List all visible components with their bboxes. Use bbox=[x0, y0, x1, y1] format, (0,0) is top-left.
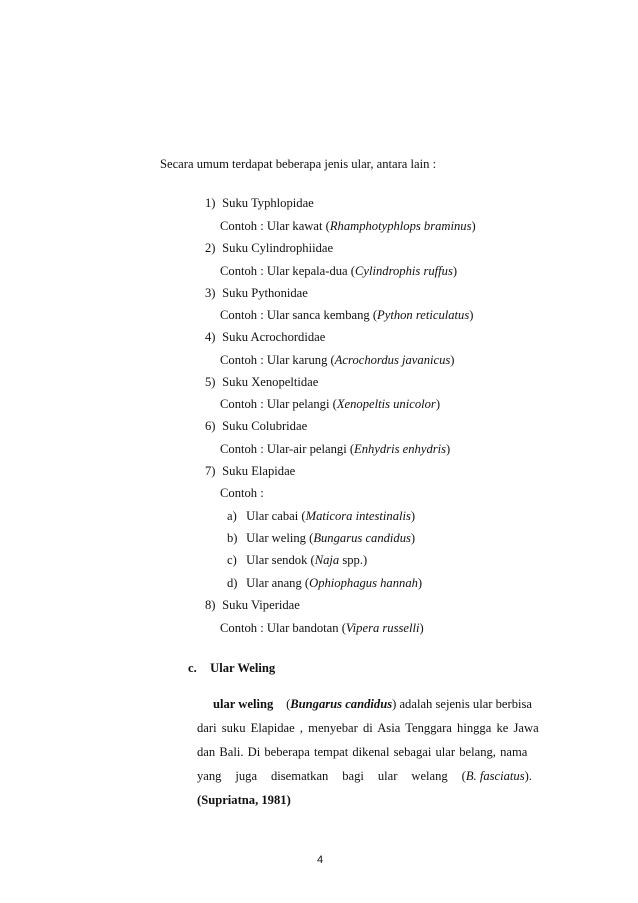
paragraph-line bbox=[197, 764, 532, 788]
item-number: 3) bbox=[205, 286, 216, 300]
example-suffix: ) bbox=[469, 308, 474, 322]
paragraph-line: dari suku Elapidae , menyebar di Asia Tenggara hingga ke Jawa bbox=[197, 721, 539, 735]
example-prefix: Contoh : Ular sanca kembang ( bbox=[220, 308, 378, 322]
example-prefix: Contoh : Ular kawat ( bbox=[220, 219, 330, 233]
citation: (Supriatna, 1981) bbox=[197, 793, 291, 807]
word: ular bbox=[377, 769, 398, 783]
paragraph-line bbox=[197, 788, 532, 812]
family-example bbox=[220, 352, 454, 368]
example-prefix: Contoh : Ular kepala-dua ( bbox=[220, 264, 355, 278]
example-prefix: Ular weling ( bbox=[246, 531, 314, 545]
family-name: Suku Viperidae bbox=[222, 598, 300, 612]
section-heading bbox=[188, 660, 275, 676]
paragraph-line: dan Bali. Di beberapa tempat dikenal sebagai ular belang, nama bbox=[197, 745, 528, 759]
paren-open: ( bbox=[461, 769, 466, 783]
paren-open: ( bbox=[286, 697, 291, 711]
family-name: Suku Xenopeltidae bbox=[222, 375, 319, 389]
item-number: 8) bbox=[205, 598, 216, 612]
list-item bbox=[205, 418, 307, 434]
family-example bbox=[220, 307, 473, 323]
scientific-name: Python reticulatus bbox=[377, 308, 470, 322]
list-item bbox=[205, 597, 300, 613]
sub-list-item bbox=[227, 508, 415, 524]
family-example bbox=[220, 396, 440, 412]
scientific-name: Naja bbox=[314, 553, 340, 567]
example-suffix: ) bbox=[446, 442, 451, 456]
scientific-name: Rhamphotyphlops braminus bbox=[329, 219, 472, 233]
example-suffix: ) bbox=[410, 509, 416, 523]
family-example: Contoh : bbox=[220, 486, 264, 500]
example-prefix: Contoh : Ular pelangi ( bbox=[220, 397, 337, 411]
family-name: Suku Cylindrophiidae bbox=[222, 241, 334, 255]
example-suffix: ) bbox=[419, 621, 424, 635]
example-suffix: ) bbox=[417, 576, 423, 590]
word: bagi bbox=[342, 769, 364, 783]
example-suffix: ) bbox=[471, 219, 476, 233]
word: disematkan bbox=[270, 769, 329, 783]
list-item bbox=[205, 329, 325, 345]
body-paragraph bbox=[197, 692, 539, 812]
scientific-name: Maticora intestinalis bbox=[305, 509, 411, 523]
example-suffix: ) bbox=[410, 531, 416, 545]
item-number: 6) bbox=[205, 419, 216, 433]
item-letter: d) bbox=[227, 576, 238, 590]
item-letter: a) bbox=[227, 509, 237, 523]
family-name: Suku Elapidae bbox=[222, 464, 296, 478]
family-example bbox=[220, 218, 476, 234]
family-name: Suku Typhlopidae bbox=[222, 196, 314, 210]
word: welang bbox=[411, 769, 448, 783]
list-item bbox=[205, 463, 295, 479]
family-example bbox=[220, 620, 424, 636]
family-name: Suku Acrochordidae bbox=[222, 330, 326, 344]
scientific-name: Enhydris enhydris bbox=[354, 442, 447, 456]
example-suffix: ) bbox=[435, 397, 441, 411]
item-number: 1) bbox=[205, 196, 216, 210]
item-number: 5) bbox=[205, 375, 216, 389]
scientific-name: Vipera russelli bbox=[345, 621, 420, 635]
text-run: ) adalah sejenis ular berbisa bbox=[392, 697, 532, 711]
intro-text: Secara umum terdapat beberapa jenis ular, antara lain : bbox=[160, 157, 437, 171]
list-item bbox=[205, 195, 314, 211]
scientific-name: Bungarus candidus bbox=[290, 697, 393, 711]
family-example bbox=[220, 441, 450, 457]
scientific-name: Xenopeltis unicolor bbox=[336, 397, 436, 411]
example-prefix: Ular cabai ( bbox=[246, 509, 306, 523]
bold-term: ular weling bbox=[213, 697, 274, 711]
scientific-name: Bungarus candidus bbox=[313, 531, 411, 545]
list-item bbox=[205, 240, 333, 256]
scientific-name: Ophiophagus hannah bbox=[309, 576, 418, 590]
list-item bbox=[205, 285, 308, 301]
family-name: Suku Colubridae bbox=[222, 419, 308, 433]
scientific-name: Acrochordus javanicus bbox=[334, 353, 451, 367]
page-number: 4 bbox=[316, 854, 324, 866]
example-suffix: ) bbox=[450, 353, 455, 367]
list-item bbox=[205, 374, 318, 390]
example-suffix: spp.) bbox=[339, 553, 368, 567]
scientific-name: Cylindrophis ruffus bbox=[355, 264, 453, 278]
sub-list-item bbox=[227, 530, 415, 546]
family-example bbox=[220, 263, 457, 279]
section-marker: c. bbox=[188, 661, 197, 675]
sub-list-item bbox=[227, 552, 367, 568]
example-prefix: Contoh : Ular karung ( bbox=[220, 353, 335, 367]
scientific-name: B. fasciatus bbox=[465, 769, 525, 783]
paragraph-line bbox=[197, 692, 532, 716]
item-number: 4) bbox=[205, 330, 216, 344]
paren-close: ). bbox=[524, 769, 532, 783]
example-prefix: Ular sendok ( bbox=[246, 553, 315, 567]
item-number: 7) bbox=[205, 464, 216, 478]
item-letter: c) bbox=[227, 553, 237, 567]
example-prefix: Contoh : Ular bandotan ( bbox=[220, 621, 346, 635]
example-prefix: Contoh : Ular-air pelangi ( bbox=[220, 442, 355, 456]
word: yang bbox=[197, 769, 222, 783]
item-letter: b) bbox=[227, 531, 238, 545]
example-prefix: Ular anang ( bbox=[246, 576, 310, 590]
example-suffix: ) bbox=[452, 264, 458, 278]
sub-list-item bbox=[227, 575, 422, 591]
item-number: 2) bbox=[205, 241, 216, 255]
family-name: Suku Pythonidae bbox=[222, 286, 308, 300]
section-title: Ular Weling bbox=[210, 661, 276, 675]
word: juga bbox=[235, 769, 258, 783]
